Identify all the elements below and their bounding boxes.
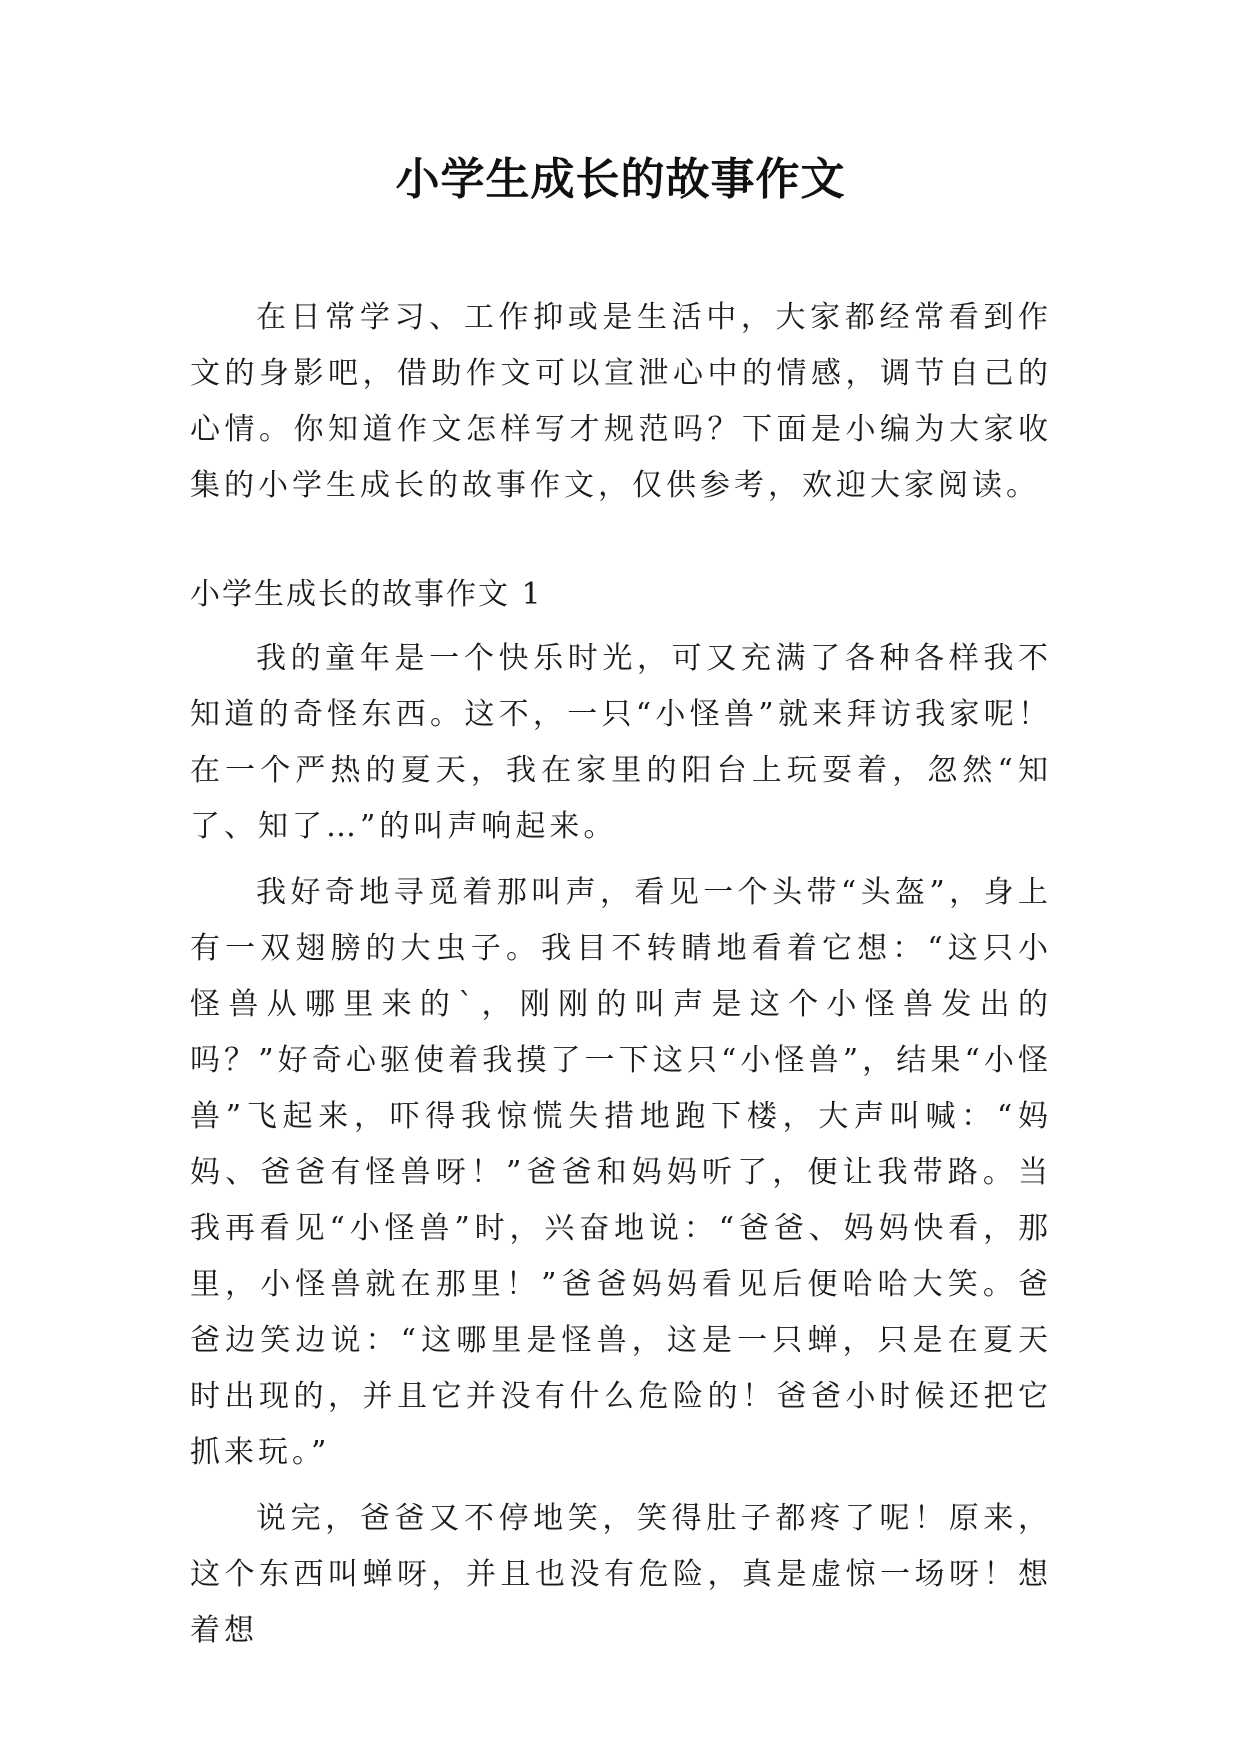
body-paragraph: 我好奇地寻觅着那叫声，看见一个头带“头盔”，身上有一双翅膀的大虫子。我目不转睛地看着它想：“这只小怪兽从哪里来的`，刚刚的叫声是这个小怪兽发出的吗？”好奇心驱使着我摸了一下这只“小怪兽”，结果“小怪兽”飞起来，吓得我惊慌失措地跑下楼，大声叫喊：“妈妈、爸爸有怪兽呀！”爸爸和妈妈听了，便让我带路。当我再看见“小怪兽”时，兴奋地说：“爸爸、妈妈快看，那里，小怪兽就在那里！”爸爸妈妈看见后便哈哈大笑。爸爸边笑边说：“这哪里是怪兽，这是一只蝉，只是在夏天时出现的，并且它并没有什么危险的！爸爸小时候还把它抓来玩。”	[190, 875, 1052, 1470]
intro-paragraph: 在日常学习、工作抑或是生活中，大家都经常看到作文的身影吧，借助作文可以宣泄心中的情感，调节自己的心情。你知道作文怎样写才规范吗？下面是小编为大家收集的小学生成长的故事作文，仅供参考，欢迎大家阅读。	[190, 300, 1052, 503]
document-body	[190, 290, 1052, 1659]
body-paragraph: 我的童年是一个快乐时光，可又充满了各种各样我不知道的奇怪东西。这不，一只“小怪兽”就来拜访我家呢！在一个严热的夏天，我在家里的阳台上玩耍着，忽然“知了、知了…”的叫声响起来。	[190, 641, 1052, 844]
section-heading: 小学生成长的故事作文 1	[190, 577, 543, 612]
body-paragraph: 说完，爸爸又不停地笑，笑得肚子都疼了呢！原来，这个东西叫蝉呀，并且也没有危险，真是虚惊一场呀！想着想	[190, 1501, 1052, 1648]
document-title: 小学生成长的故事作文	[395, 154, 846, 205]
